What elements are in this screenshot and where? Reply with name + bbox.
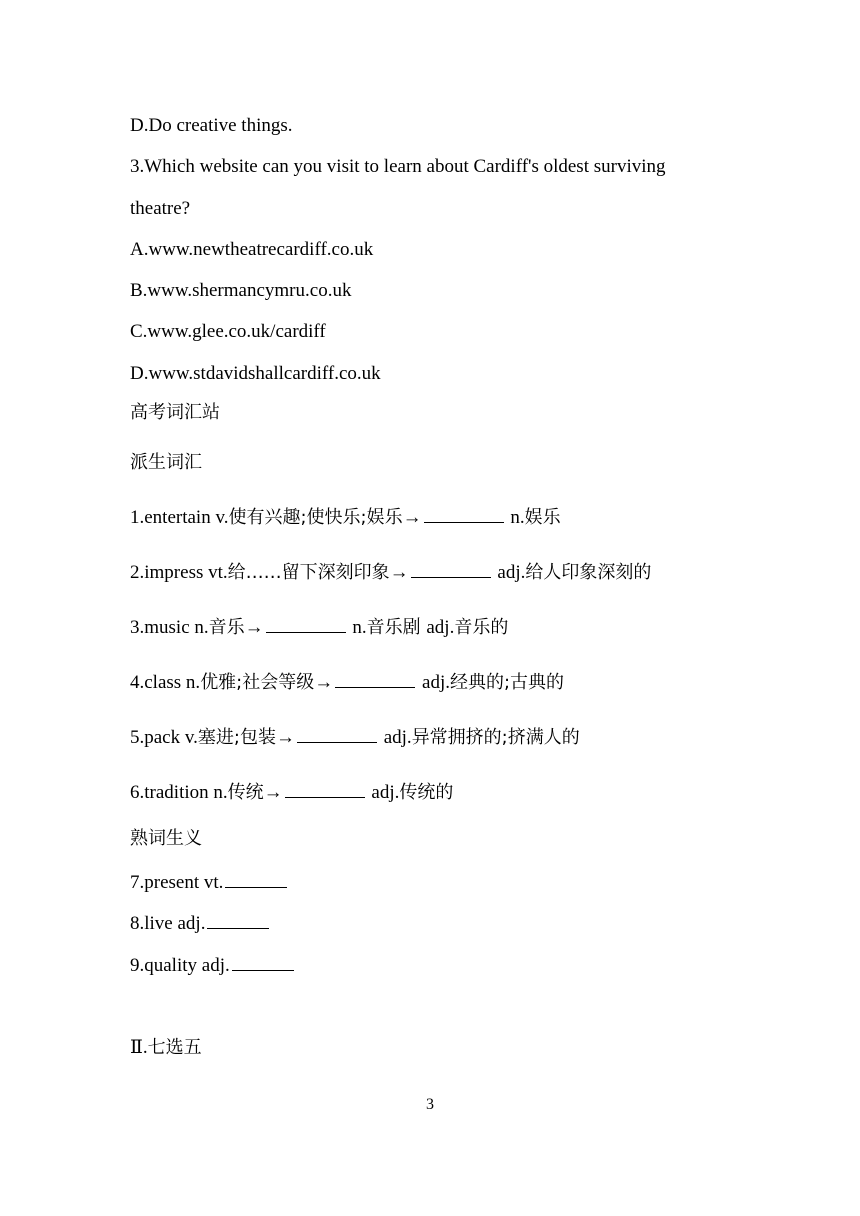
section-title: Ⅱ.七选五 bbox=[130, 1037, 202, 1058]
familiar-item-9: 9.quality adj. bbox=[130, 956, 296, 975]
question-3-line2: theatre? bbox=[130, 198, 191, 219]
answer-blank bbox=[411, 576, 491, 578]
answer-blank bbox=[424, 521, 504, 523]
vocab-item-5: 5.pack v.塞进;包装→ adj.异常拥挤的;挤满人的 bbox=[130, 727, 580, 748]
answer-blank bbox=[285, 796, 365, 798]
option-d-q2: D.Do creative things. bbox=[130, 115, 293, 136]
familiar-item-8: 8.live adj. bbox=[130, 914, 271, 933]
question-3-line1: 3.Which website can you visit to learn about Cardiff's oldest surviving bbox=[130, 156, 666, 177]
vocab-item-3: 3.music n.音乐→ n.音乐剧 adj.音乐的 bbox=[130, 617, 509, 638]
vocab-item-2: 2.impress vt.给……留下深刻印象→ adj.给人印象深刻的 bbox=[130, 562, 652, 583]
vocab-item-6: 6.tradition n.传统→ adj.传统的 bbox=[130, 782, 454, 803]
answer-blank bbox=[225, 886, 287, 888]
vocab-station-title: 高考词汇站 bbox=[130, 402, 220, 423]
answer-blank bbox=[207, 927, 269, 929]
derived-words-title: 派生词汇 bbox=[130, 452, 202, 473]
answer-blank bbox=[335, 686, 415, 688]
option-c: C.www.glee.co.uk/cardiff bbox=[130, 321, 326, 342]
vocab-item-4: 4.class n.优雅;社会等级→ adj.经典的;古典的 bbox=[130, 672, 565, 693]
answer-blank bbox=[297, 741, 377, 743]
familiar-words-title: 熟词生义 bbox=[130, 828, 202, 849]
option-d: D.www.stdavidshallcardiff.co.uk bbox=[130, 363, 381, 384]
option-a: A.www.newtheatrecardiff.co.uk bbox=[130, 239, 374, 260]
answer-blank bbox=[266, 631, 346, 633]
vocab-item-1: 1.entertain v.使有兴趣;使快乐;娱乐→ n.娱乐 bbox=[130, 507, 561, 528]
option-b: B.www.shermancymru.co.uk bbox=[130, 280, 352, 301]
answer-blank bbox=[232, 969, 294, 971]
page-number: 3 bbox=[426, 1096, 434, 1113]
familiar-item-7: 7.present vt. bbox=[130, 873, 289, 892]
